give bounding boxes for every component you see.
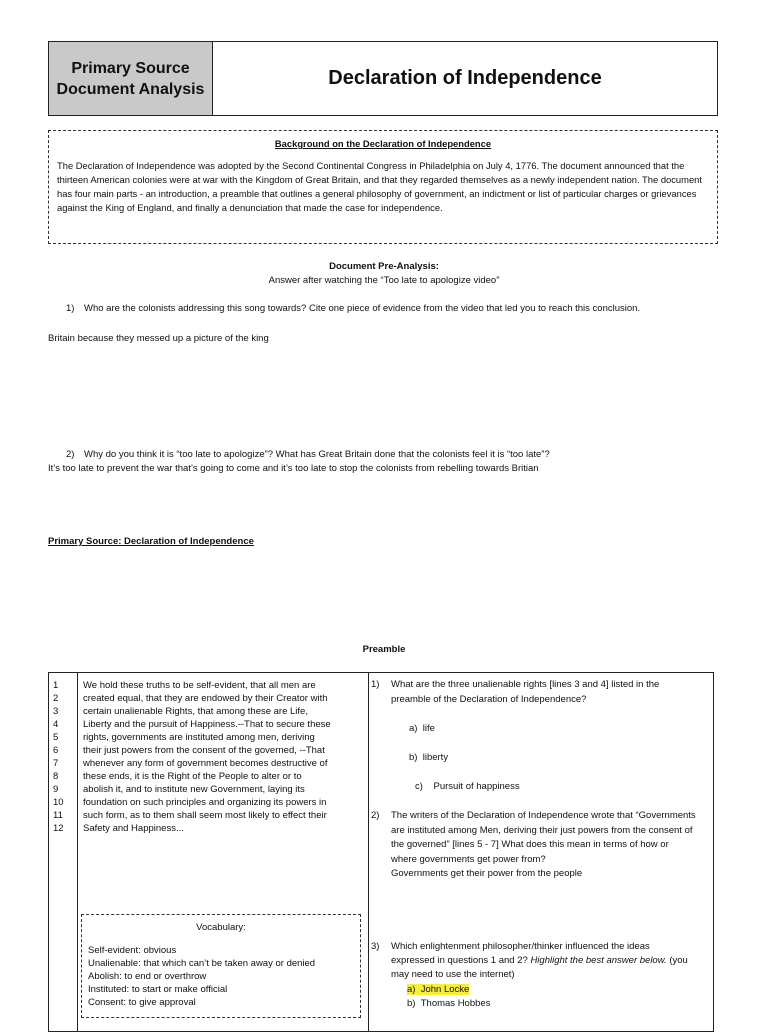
question-1-text: What are the three unalienable rights [lines 3 and 4] listed in the preamble of the Declaration of Independence? — [391, 679, 660, 705]
line-number: 12 — [53, 823, 64, 834]
q3-option-a-label: a) — [407, 984, 416, 995]
question-3 — [371, 940, 696, 982]
q1-option-c[interactable] — [415, 781, 520, 792]
line-number: 5 — [53, 732, 59, 743]
q3-option-a-highlight — [407, 984, 469, 995]
background-body: The Declaration of Independence was adopted by the Second Continental Congress in Philadelphia on July 4, 1776. The document announced that the thirteen American colonies were at war with the Kingdom of Great Britain, and that they regarded themselves as a newly independent nation. The document has four main parts - an introduction, a preamble that outlines a general philosophy of government, an indictment or list of particular charges or grievances against the King of England, and finally a denunciation that made the case for independence. — [57, 160, 702, 213]
pre-answer-1[interactable]: Britain because they messed up a picture of the king — [48, 333, 269, 344]
line-number: 10 — [53, 797, 64, 808]
pre-question-1-number: 1) — [66, 303, 75, 314]
q3-option-a[interactable] — [407, 984, 469, 995]
q1-option-b-label: b) — [409, 752, 418, 763]
q1-option-a-text: life — [422, 723, 435, 734]
line-number: 7 — [53, 758, 59, 769]
preamble-table — [48, 672, 714, 1032]
document-title: Declaration of Independence — [328, 67, 602, 89]
question-3-instruction: Highlight the best answer below. — [530, 955, 667, 966]
preamble-line: their just powers from the consent of the governed, --That — [83, 745, 325, 756]
q1-option-c-label: c) — [415, 781, 423, 792]
preamble-line: such form, as to them shall seem most likely to effect their — [83, 810, 327, 821]
q1-option-b-text: liberty — [422, 752, 449, 763]
q3-option-a-text: John Locke — [420, 984, 470, 995]
pre-question-1 — [66, 303, 726, 314]
q3-option-b-text: Thomas Hobbes — [420, 998, 491, 1009]
line-number: 1 — [53, 680, 59, 691]
question-3-number: 3) — [371, 941, 380, 952]
preamble-line: foundation on such principles and organizing its powers in — [83, 797, 327, 808]
question-1 — [371, 678, 696, 707]
question-2-number: 2) — [371, 810, 380, 821]
preamble-line: certain unalienable Rights, that among these are Life, — [83, 706, 308, 717]
preamble-line: rights, governments are instituted among men, deriving — [83, 732, 315, 743]
line-numbers — [53, 679, 64, 835]
question-2 — [371, 809, 696, 882]
vocabulary-item: Self-evident: obvious — [88, 945, 177, 956]
line-number: 8 — [53, 771, 59, 782]
question-2-text: The writers of the Declaration of Independence wrote that “Governments are instituted among Men, deriving their just powers from the consent of the governed” [lines 5 - 7] What does this mean in terms of how or where governments get power from? — [391, 810, 696, 865]
preamble-line: abolish it, and to institute new Government, laying its — [83, 784, 305, 795]
preamble-line: Liberty and the pursuit of Happiness.--That to secure these — [83, 719, 331, 730]
preamble-title: Preamble — [362, 644, 406, 655]
vocabulary-item: Abolish: to end or overthrow — [88, 971, 207, 982]
line-number: 4 — [53, 719, 59, 730]
vocabulary-item: Unalienable: that which can’t be taken away or denied — [88, 958, 316, 969]
line-number: 2 — [53, 693, 59, 704]
preamble-text — [83, 679, 363, 835]
question-2-answer[interactable]: Governments get their power from the people — [391, 868, 583, 879]
preamble-line: these ends, it is the Right of the People to alter or to — [83, 771, 302, 782]
line-number: 11 — [53, 810, 63, 821]
q3-option-b[interactable] — [407, 998, 490, 1009]
pre-question-2 — [66, 449, 726, 460]
vocabulary-item: Instituted: to start or make official — [88, 984, 228, 995]
question-3-note: (you may need to use the internet) — [391, 955, 688, 980]
preamble-line: Safety and Happiness... — [83, 823, 184, 834]
pre-question-1-text: Who are the colonists addressing this song towards? Cite one piece of evidence from the video that led you to reach this conclusion. — [84, 303, 641, 314]
background-title: Background on the Declaration of Independence — [274, 138, 492, 149]
vocabulary-list — [88, 944, 354, 1009]
pre-analysis-title: Document Pre-Analysis: — [329, 261, 439, 272]
pre-analysis-subtitle: Answer after watching the “Too late to apologize video” — [268, 275, 500, 286]
preamble-line: We hold these truths to be self-evident, that all men are — [83, 680, 316, 691]
question-1-number: 1) — [371, 679, 380, 690]
header-label: Primary Source Document Analysis — [49, 42, 213, 115]
background-box — [48, 130, 718, 244]
q1-option-b[interactable] — [409, 752, 448, 763]
title-header — [48, 41, 718, 116]
line-number: 9 — [53, 784, 59, 795]
pre-answer-2[interactable]: It’s too late to prevent the war that’s going to come and it’s too late to stop the colonists from rebelling towards Britian — [48, 463, 539, 474]
q3-option-b-label: b) — [407, 998, 416, 1009]
preamble-text-column — [77, 673, 369, 1031]
question-3-text: Which enlightenment philosopher/thinker influenced the ideas expressed in questions 1 and 2? — [391, 941, 650, 966]
q1-option-a[interactable] — [409, 723, 435, 734]
pre-question-2-text: Why do you think it is “too late to apologize”? What has Great Britain done that the colonists feel it is “too late”? — [84, 449, 550, 460]
q1-option-a-label: a) — [409, 723, 418, 734]
line-number: 6 — [53, 745, 59, 756]
primary-source-title: Primary Source: Declaration of Independence — [48, 536, 254, 547]
pre-question-2-number: 2) — [66, 449, 75, 460]
q1-option-c-text: Pursuit of happiness — [433, 781, 520, 792]
line-number-column — [49, 673, 78, 1031]
questions-column — [369, 673, 713, 1031]
line-number: 3 — [53, 706, 59, 717]
vocabulary-item: Consent: to give approval — [88, 997, 196, 1008]
preamble-line: whenever any form of government becomes destructive of — [83, 758, 328, 769]
vocabulary-title: Vocabulary: — [196, 922, 246, 933]
vocabulary-box — [81, 914, 361, 1018]
preamble-line: created equal, that they are endowed by their Creator with — [83, 693, 328, 704]
